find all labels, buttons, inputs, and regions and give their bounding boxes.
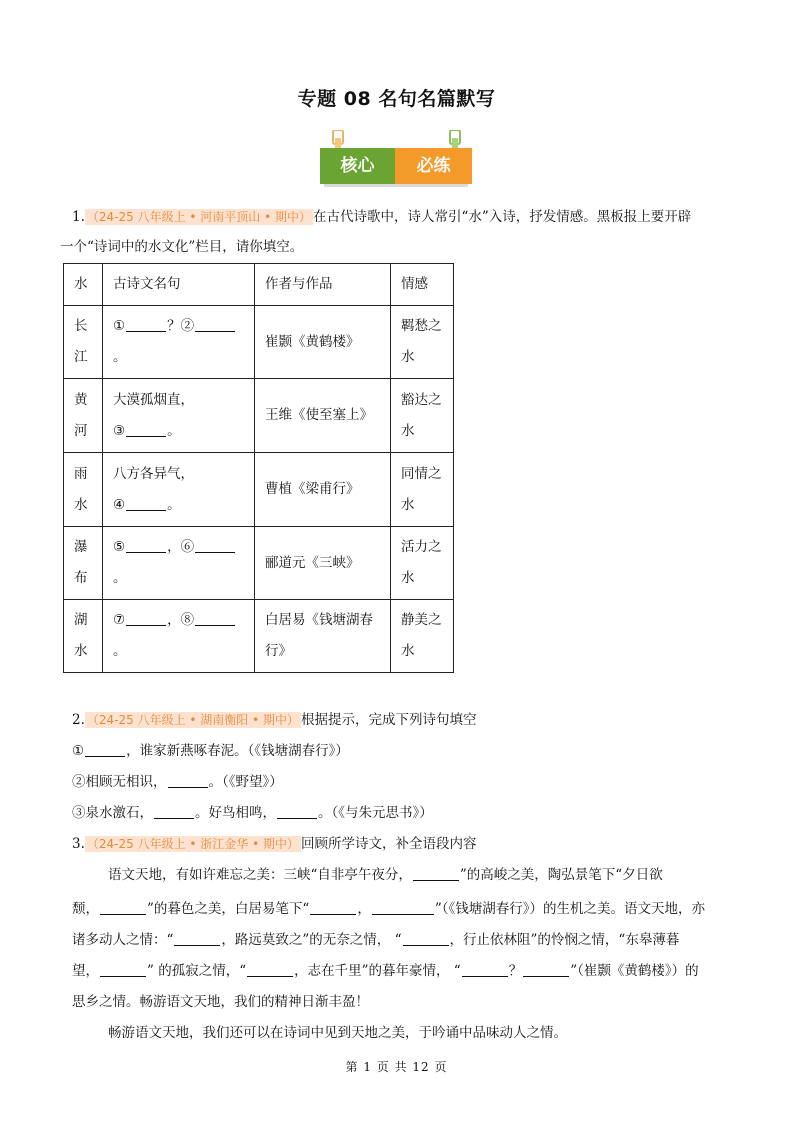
question-text: 在古代诗歌中，诗人常引“水”入诗，抒发情感。黑板报上要开辟 [313, 209, 692, 225]
verse-cell: ① ？②。 [103, 306, 255, 379]
blank-7[interactable] [126, 611, 166, 626]
water-cell: 湖 水 [64, 600, 103, 673]
question-2-item-3: ③泉水激石， 。好鸟相鸣， 。（《与朱元思书》） [72, 805, 433, 821]
water-cell: 瀑 布 [64, 527, 103, 600]
question-source: （24-25 八年级上 • 湖南衡阳 • 期中） [86, 713, 299, 727]
page-title: 专题 08 名句名篇默写 [297, 88, 496, 110]
question-source: （24-25 八年级上 • 河南平顶山 • 期中） [86, 210, 311, 224]
blank[interactable] [462, 962, 508, 977]
blank-5[interactable] [126, 538, 166, 553]
question-number: 3. [72, 836, 85, 852]
question-1 [72, 202, 724, 232]
header-cell: 水 [64, 264, 103, 306]
paper-clip-icon [447, 130, 463, 150]
blank-6[interactable] [195, 538, 235, 553]
question-2 [72, 705, 724, 735]
table-row [64, 453, 454, 527]
blank[interactable] [100, 962, 146, 977]
question-number: 2. [72, 712, 85, 728]
blank[interactable] [168, 773, 208, 788]
banner-required: 必练 [395, 148, 472, 184]
blank[interactable] [277, 804, 317, 819]
author-cell: 王维《使至塞上》 [255, 379, 391, 453]
blank[interactable] [310, 900, 356, 915]
verse-cell: 八方各异气， ④ 。 [103, 453, 255, 527]
water-cell: 黄 河 [64, 379, 103, 453]
table-row [64, 306, 454, 379]
question-2-item-2: ②相顾无相识， 。（《野望》） [72, 774, 283, 790]
blank[interactable] [372, 900, 434, 915]
author-cell: 崔颢《黄鹤楼》 [255, 306, 391, 379]
blank[interactable] [413, 866, 459, 881]
emotion-cell: 静美之 水 [391, 600, 454, 673]
blank[interactable] [100, 900, 146, 915]
verse-cell: ⑤ ，⑥。 [103, 527, 255, 600]
page-footer: 第 1 页 共 12 页 [345, 1060, 448, 1074]
q3-line-5: 思乡之情。畅游语文天地，我们的精神日渐丰盈！ [72, 994, 369, 1010]
table-row [64, 379, 454, 453]
q3-line-1: 语文天地，有如许难忘之美：三峡“自非亭午夜分， ”的高峻之美，陶弘景笔下“夕日欲 [108, 867, 663, 883]
question-1-line-2: 一个“诗词中的水文化”栏目，请你填空。 [60, 239, 304, 255]
question-3 [72, 829, 724, 859]
section-banner [320, 130, 472, 186]
question-2-item-1: ① ，谁家新燕啄春泥。（《钱塘湖春行》） [72, 743, 349, 759]
blank[interactable] [154, 804, 194, 819]
header-cell: 作者与作品 [255, 264, 391, 306]
blank-3[interactable] [126, 422, 166, 437]
blank[interactable] [174, 931, 220, 946]
emotion-cell: 同情之 水 [391, 453, 454, 527]
emotion-cell: 活力之 水 [391, 527, 454, 600]
blank-4[interactable] [126, 496, 166, 511]
banner-core: 核心 [320, 148, 395, 184]
blank[interactable] [247, 962, 293, 977]
q3-paragraph-2: 畅游语文天地，我们还可以在诗词中见到天地之美，于吟诵中品味动人之情。 [108, 1025, 567, 1041]
emotion-cell: 羁愁之 水 [391, 306, 454, 379]
q3-line-2: 颓， ”的暮色之美，白居易笔下“ ， ”（《钱塘湖春行》）的生机之美。语文天地，亦 [72, 901, 705, 917]
verse-cell: 大漠孤烟直， ③ 。 [103, 379, 255, 453]
question-source: （24-25 八年级上 • 浙江金华 • 期中） [86, 837, 299, 851]
question-text: 回顾所学诗文，补全语段内容 [301, 836, 477, 852]
emotion-cell: 豁达之 水 [391, 379, 454, 453]
q3-line-4: 望， ” 的孤寂之情，“ ，志在千里”的暮年豪情， “ ？ ”（崔颢《黄鹤楼》）的 [72, 963, 699, 979]
water-culture-table [63, 263, 454, 673]
blank-1[interactable] [126, 317, 166, 332]
blank[interactable] [85, 742, 125, 757]
water-cell: 雨 水 [64, 453, 103, 527]
author-cell: 白居易《钱塘湖春 行》 [255, 600, 391, 673]
question-number: 1. [72, 209, 85, 225]
blank[interactable] [403, 931, 449, 946]
author-cell: 曹植《梁甫行》 [255, 453, 391, 527]
table-row [64, 527, 454, 600]
verse-cell: ⑦ ，⑧。 [103, 600, 255, 673]
header-cell: 古诗文名句 [103, 264, 255, 306]
banner-shadow [324, 184, 468, 187]
q3-line-3: 诸多动人之情：“ ，路远莫致之”的无奈之情， “ ，行止依林阻”的怜悯之情，“东皋薄暮 [72, 932, 680, 948]
paper-clip-icon [330, 130, 346, 150]
blank-8[interactable] [195, 611, 235, 626]
water-cell: 长 江 [64, 306, 103, 379]
blank-2[interactable] [195, 317, 235, 332]
question-text: 根据提示，完成下列诗句填空 [301, 712, 477, 728]
author-cell: 郦道元《三峡》 [255, 527, 391, 600]
header-cell: 情感 [391, 264, 454, 306]
blank[interactable] [523, 962, 569, 977]
table-header-row [64, 264, 454, 306]
table-row [64, 600, 454, 673]
